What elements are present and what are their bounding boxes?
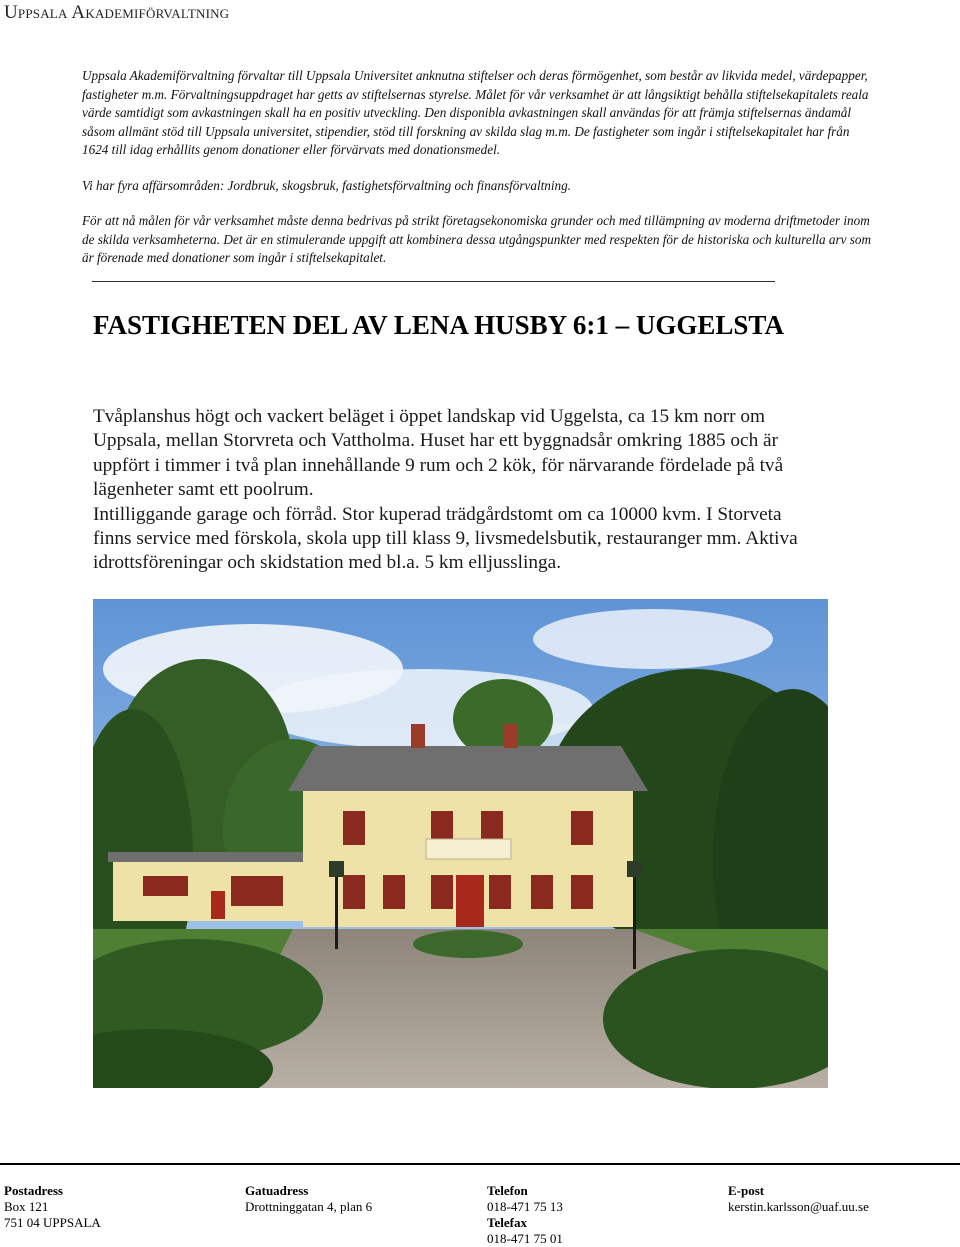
phone-number: 018-471 75 13 [487,1199,563,1214]
intro-paragraph: Vi har fyra affärsområden: Jordbruk, skogsbruk, fastighetsförvaltning och finansförvaltning. [82,177,572,193]
footer-text: Drottninggatan 4, plan 6 [245,1199,373,1214]
footer-divider [0,1163,960,1165]
email-address[interactable]: kerstin.karlsson@uaf.uu.se [728,1199,869,1214]
intro-text [82,67,872,285]
footer-heading: Telefax [487,1215,527,1230]
footer-phone [487,1183,563,1247]
footer-email [728,1183,869,1215]
footer-heading: Gatuadress [245,1183,309,1198]
footer-text: Box 121 [4,1199,49,1214]
footer-postal-address [4,1183,101,1231]
footer-text: 751 04 UPPSALA [4,1215,101,1230]
footer-street-address [245,1183,372,1215]
property-photo [93,599,828,1088]
description-paragraph: Intilliggande garage och förråd. Stor kuperad trädgårdstomt om ca 10000 kvm. I Storveta finns service med förskola, skola upp till klass 9, livsmedelsbutik, restauranger mm. Aktiva idrottsföreningar och skidstation med bl.a. 5 km elljusslinga. [93,503,798,574]
organization-name: Uppsala Akademiförvaltning [4,2,230,23]
property-title: FASTIGHETEN DEL AV LENA HUSBY 6:1 – UGGELSTA [93,310,784,340]
section-divider [92,281,775,282]
intro-paragraph: För att nå målen för vår verksamhet måste denna bedrivas på strikt företagsekonomiska grunder och med tillämpning av moderna driftmetoder inom de skilda verksamheterna. Det är en stimulerande uppgift att kombinera dessa utgångspunkter med respekten för de historiska och kulturella arv som är förenade med donationer som ingår i stiftelsekapitalet. [82,213,872,265]
footer-heading: E-post [728,1183,765,1198]
footer-heading: Telefon [487,1183,528,1198]
intro-paragraph: Uppsala Akademiförvaltning förvaltar till Uppsala Universitet anknutna stiftelser och deras förmögenhet, som består av likvida medel, värdepapper, fastigheter m.m. Förvaltningsuppdraget har getts av stiftelsernas styrelse. Målet för vår verksamhet är att långsiktigt behålla stiftelsekapitalets reala värde samtidigt som avkastningen skall ha en positiv utveckling. Den disponibla avkastningen skall användas för att främja stiftelsernas ändamål såsom allmänt stöd till Uppsala universitet, stipendier, stöd till forskning av skilda slag m.m. De fastigheter som ingår i stiftelsekapitalet har från 1624 till idag erhållits genom donationer eller förvärvats med donationsmedel. [82,68,869,157]
description-paragraph: Tvåplanshus högt och vackert beläget i öppet landskap vid Uggelsta, ca 15 km norr om Uppsala, mellan Storvreta och Vattholma. Huset har ett byggnadsår omkring 1885 och är uppfört i timmer i två plan innehållande 9 rum och 2 kök, för närvarande fördelade på två lägenheter samt ett poolrum. [93,406,784,501]
footer-heading: Postadress [4,1183,63,1198]
property-description [93,405,813,576]
fax-number: 018-471 75 01 [487,1231,563,1246]
